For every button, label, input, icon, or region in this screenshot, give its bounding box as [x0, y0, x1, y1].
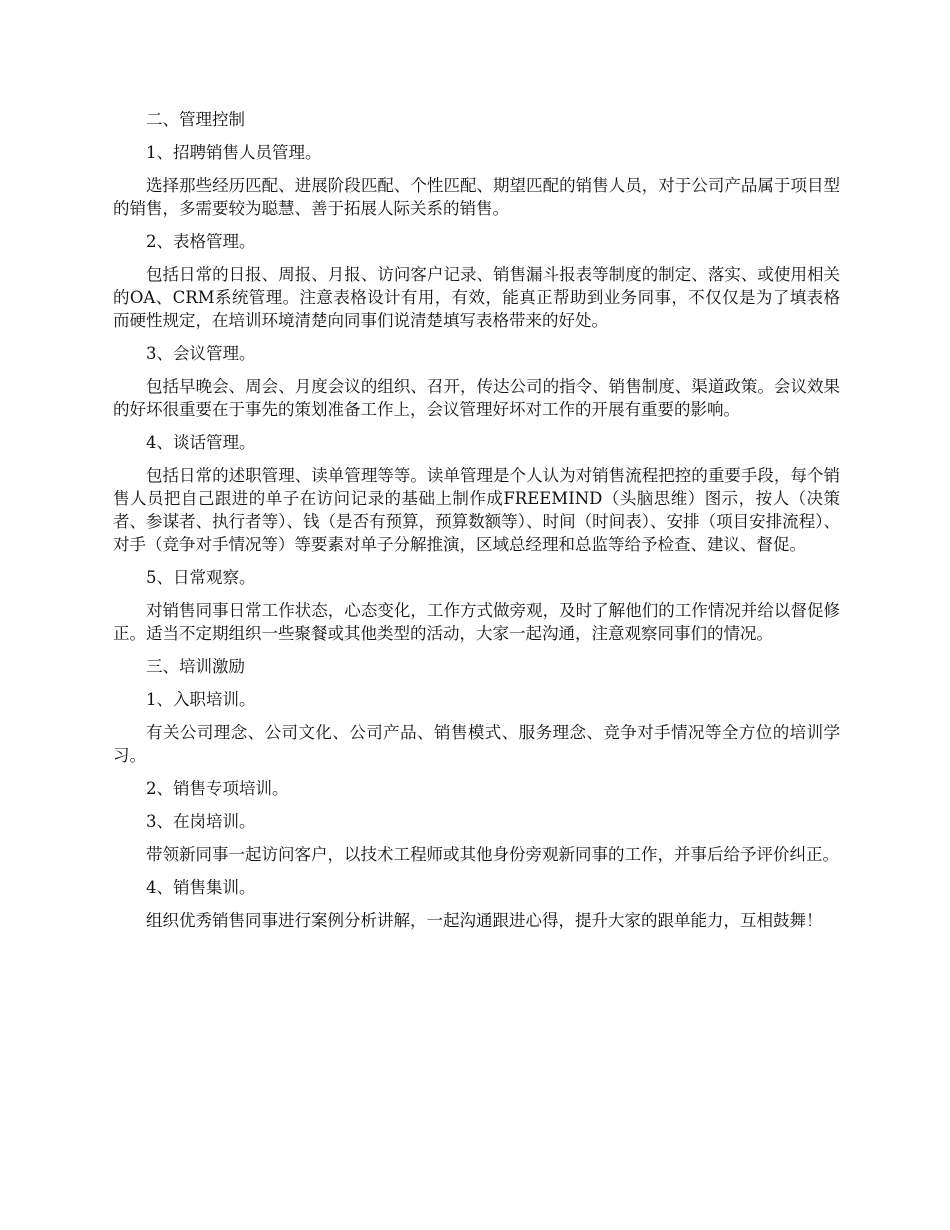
subheading-talks: 4、谈话管理。: [146, 433, 256, 452]
paragraph-forms: 包括日常的日报、周报、月报、访问客户记录、销售漏斗报表等制度的制定、落实、或使用相关的OA、CRM系统管理。注意表格设计有用，有效，能真正帮助到业务同事，不仅仅是为了填表格而硬性规定，在培训环境清楚向同事们说清楚填写表格带来的好处。: [113, 265, 840, 330]
subheading-onboarding-training: 1、入职培训。: [146, 690, 256, 709]
paragraph-recruitment: 选择那些经历匹配、进展阶段匹配、个性匹配、期望匹配的销售人员，对于公司产品属于项目型的销售，多需要较为聪慧、善于拓展人际关系的销售。: [113, 176, 840, 218]
subheading-meetings: 3、会议管理。: [146, 344, 256, 363]
paragraph-daily-observation: 对销售同事日常工作状态，心态变化，工作方式做旁观，及时了解他们的工作情况并给以督促修正。适当不定期组织一些聚餐或其他类型的活动，大家一起沟通，注意观察同事们的情况。: [113, 601, 840, 643]
subheading-sales-bootcamp: 4、销售集训。: [146, 878, 256, 897]
subheading-daily-observation: 5、日常观察。: [146, 568, 256, 587]
paragraph-onboarding-training: 有关公司理念、公司文化、公司产品、销售模式、服务理念、竞争对手情况等全方位的培训学习。: [113, 723, 840, 765]
paragraph-meetings: 包括早晚会、周会、月度会议的组织、召开，传达公司的指令、销售制度、渠道政策。会议效果的好坏很重要在于事先的策划准备工作上，会议管理好坏对工作的开展有重要的影响。: [113, 377, 840, 419]
paragraph-sales-bootcamp: 组织优秀销售同事进行案例分析讲解，一起沟通跟进心得，提升大家的跟单能力，互相鼓舞！: [146, 911, 823, 930]
paragraph-talks: 包括日常的述职管理、读单管理等等。读单管理是个人认为对销售流程把控的重要手段，每个销售人员把自己跟进的单子在访问记录的基础上制作成FREEMIND（头脑思维）图示，按人（决策者、参谋者、执行者等）、钱（是否有预算，预算数额等）、时间（时间表）、安排（项目安排流程）、对手（竞争对手情况等）等要素对单子分解推演，区域总经理和总监等给予检查、建议、督促。: [113, 466, 840, 554]
subheading-recruitment: 1、招聘销售人员管理。: [146, 143, 322, 162]
subheading-on-job-training: 3、在岗培训。: [146, 812, 256, 831]
document-body: [113, 108, 840, 942]
section-heading-management-control: 二、管理控制: [146, 110, 245, 129]
subheading-forms: 2、表格管理。: [146, 232, 256, 251]
subheading-sales-training: 2、销售专项培训。: [146, 779, 289, 798]
section-heading-training-incentive: 三、培训激励: [146, 657, 245, 676]
paragraph-on-job-training: 带领新同事一起访问客户，以技术工程师或其他身份旁观新同事的工作，并事后给予评价纠正。: [146, 845, 839, 864]
